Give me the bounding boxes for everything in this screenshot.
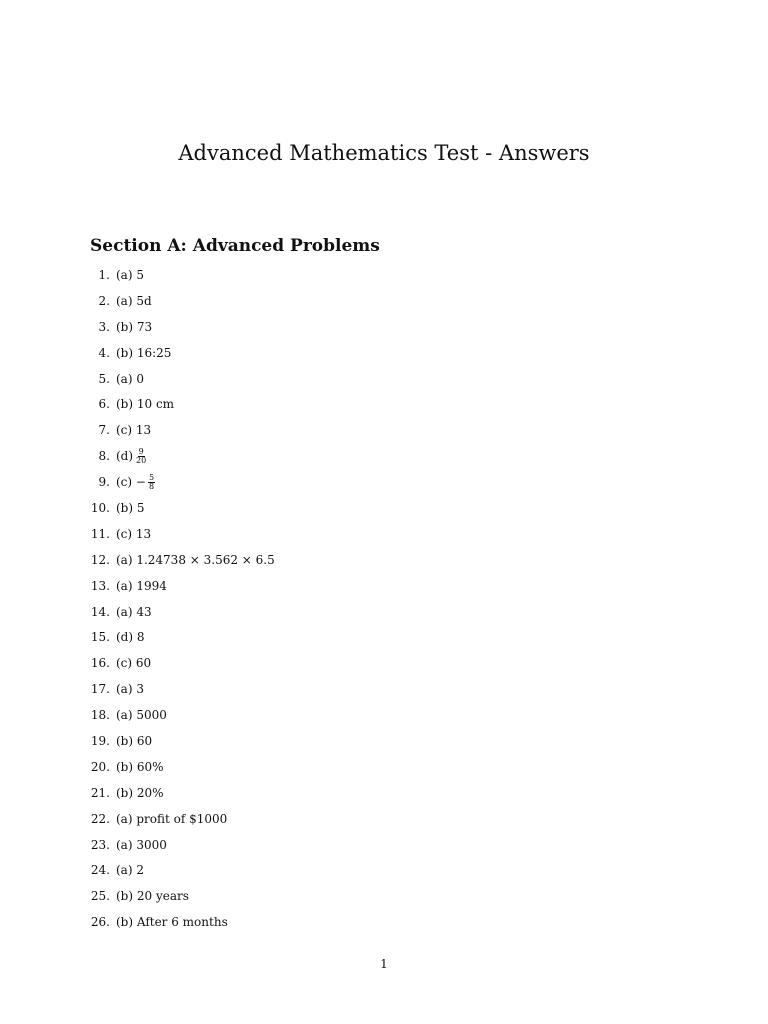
answer-item — [0, 754, 768, 780]
answer-item — [0, 288, 768, 314]
answer-text: (b) 73 — [116, 319, 153, 334]
answer-item — [0, 650, 768, 676]
answer-number: 12. — [90, 552, 110, 567]
answer-text: (a) 5d — [116, 293, 152, 308]
answer-item — [0, 806, 768, 832]
answer-item — [0, 909, 768, 935]
answer-text: (a) 5 — [116, 267, 144, 282]
fraction-denominator: 8 — [148, 481, 155, 491]
answer-text: (a) 2 — [116, 863, 144, 878]
fraction-numerator: 9 — [138, 446, 144, 456]
answer-item — [0, 599, 768, 625]
answer-value — [116, 812, 227, 826]
answer-number: 8. — [98, 449, 110, 464]
fraction — [148, 474, 155, 491]
answer-number: 15. — [90, 630, 110, 645]
answer-value — [116, 915, 228, 929]
page-number: 1 — [380, 957, 388, 971]
answer-value — [116, 630, 145, 644]
answer-text: (b) 60 — [116, 733, 153, 748]
answer-number: 17. — [90, 682, 110, 697]
answer-item — [0, 340, 768, 366]
answer-text: (a) 3 — [116, 682, 144, 697]
answer-item — [0, 728, 768, 754]
answer-item — [0, 624, 768, 650]
answer-number: 20. — [90, 759, 110, 774]
answer-value — [116, 579, 167, 593]
answer-text: (d) — [116, 449, 134, 464]
answer-value — [116, 397, 174, 411]
answer-text: (a) 1994 — [116, 578, 167, 593]
answer-text: (a) 0 — [116, 371, 144, 386]
answer-value — [116, 734, 152, 748]
answer-number: 14. — [90, 604, 110, 619]
answer-text: (a) 5000 — [116, 708, 167, 723]
section-heading: Section A: Advanced Problems — [90, 236, 380, 256]
answer-text: (b) 60% — [116, 759, 164, 774]
answer-number: 26. — [90, 915, 110, 930]
answer-item — [0, 676, 768, 702]
answer-text: (b) 10 cm — [116, 397, 175, 412]
answer-text: (a) 3000 — [116, 837, 167, 852]
answer-value — [116, 682, 144, 696]
answer-value — [116, 838, 167, 852]
answer-number: 16. — [90, 656, 110, 671]
answer-value — [116, 527, 151, 541]
answer-number: 7. — [98, 423, 110, 438]
answer-text: (b) 20% — [116, 785, 164, 800]
answer-number: 3. — [98, 319, 110, 334]
answer-number: 1. — [98, 267, 110, 282]
answer-text: (c) − — [116, 475, 146, 490]
answer-item — [0, 857, 768, 883]
answer-number: 4. — [98, 345, 110, 360]
answer-value — [116, 423, 151, 437]
answer-value — [116, 448, 147, 465]
answer-text: (b) After 6 months — [116, 915, 228, 930]
answer-value — [116, 786, 164, 800]
answer-item — [0, 417, 768, 443]
answer-number: 24. — [90, 863, 110, 878]
answer-number: 19. — [90, 733, 110, 748]
answer-number: 6. — [98, 397, 110, 412]
answer-item — [0, 262, 768, 288]
answer-item — [0, 314, 768, 340]
answer-value — [116, 605, 152, 619]
answer-value — [116, 268, 144, 282]
answer-text: (b) 16:25 — [116, 345, 172, 360]
answer-text: (b) 5 — [116, 500, 145, 515]
answer-value — [116, 372, 144, 386]
answer-list — [0, 262, 768, 935]
answer-value — [116, 656, 151, 670]
answer-text: (d) 8 — [116, 630, 145, 645]
answer-item — [0, 366, 768, 392]
answer-value — [116, 863, 144, 877]
answer-item — [0, 443, 768, 469]
answer-item — [0, 391, 768, 417]
answer-text: (c) 60 — [116, 656, 152, 671]
answer-item — [0, 780, 768, 806]
answer-text: (a) 1.24738 × 3.562 × 6.5 — [116, 552, 275, 567]
answer-number: 23. — [90, 837, 110, 852]
answer-item — [0, 832, 768, 858]
answer-number: 9. — [98, 475, 110, 490]
answer-value — [116, 501, 145, 515]
answer-value — [116, 708, 167, 722]
answer-item — [0, 495, 768, 521]
answer-number: 22. — [90, 811, 110, 826]
answer-number: 25. — [90, 889, 110, 904]
answer-text: (a) 43 — [116, 604, 152, 619]
answer-number: 10. — [90, 500, 110, 515]
answer-number: 18. — [90, 708, 110, 723]
answer-value — [116, 889, 189, 903]
answer-item — [0, 521, 768, 547]
answer-number: 2. — [98, 293, 110, 308]
answer-item — [0, 469, 768, 495]
answer-number: 11. — [90, 526, 110, 541]
answer-item — [0, 883, 768, 909]
answer-value — [116, 294, 152, 308]
document-title: Advanced Mathematics Test - Answers — [178, 141, 590, 165]
answer-number: 21. — [90, 785, 110, 800]
answer-value — [116, 474, 155, 491]
answer-value — [116, 760, 164, 774]
answer-number: 13. — [90, 578, 110, 593]
answer-value — [116, 553, 275, 567]
fraction — [135, 448, 147, 465]
answer-value — [116, 320, 152, 334]
answer-item — [0, 702, 768, 728]
fraction-numerator: 5 — [148, 472, 155, 482]
answer-number: 5. — [98, 371, 110, 386]
answer-item — [0, 547, 768, 573]
answer-value — [116, 346, 171, 360]
answer-text: (a) profit of $1000 — [116, 811, 228, 826]
answer-text: (b) 20 years — [116, 889, 189, 904]
fraction-denominator: 20 — [136, 455, 147, 465]
answer-text: (c) 13 — [116, 526, 152, 541]
answer-item — [0, 573, 768, 599]
answer-text: (c) 13 — [116, 423, 152, 438]
